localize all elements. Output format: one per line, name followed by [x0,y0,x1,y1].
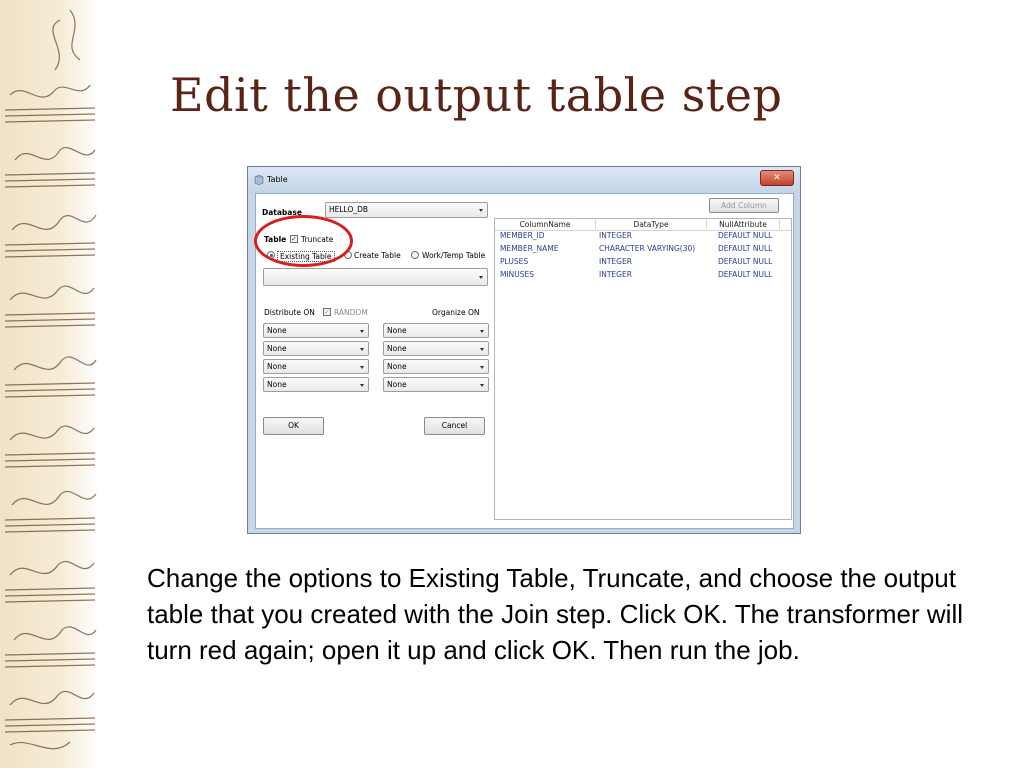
distribute-select-2[interactable] [263,341,369,356]
organize-select-4[interactable] [383,377,489,392]
table-row[interactable] [495,244,791,257]
chevron-down-icon [480,384,484,387]
manuscript-decoration [0,0,100,768]
chevron-down-icon [480,366,484,369]
chevron-down-icon [360,384,364,387]
chevron-down-icon [360,330,364,333]
table-cell: MINUSES [500,270,535,279]
radio-create-table-label: Create Table [354,251,401,260]
table-cell: DEFAULT NULL [718,244,773,253]
dialog-titlebar[interactable] [248,167,800,193]
organize-value: None [387,380,407,389]
chevron-down-icon [479,276,483,279]
table-cell: PLUSES [500,257,529,266]
table-cell: INTEGER [599,257,632,266]
distribute-select-1[interactable] [263,323,369,338]
random-label: RANDOM [334,308,368,317]
cancel-button[interactable]: Cancel [424,417,485,435]
chevron-down-icon [360,348,364,351]
distribute-value: None [267,344,287,353]
distribute-value: None [267,362,287,371]
chevron-down-icon [480,330,484,333]
database-value: HELLO_DB [329,205,369,214]
table-cell: INTEGER [599,270,632,279]
table-icon [254,175,264,185]
chevron-down-icon [479,209,483,212]
database-select[interactable] [325,202,488,218]
columns-table [494,218,792,520]
table-header [495,219,791,231]
organize-select-3[interactable] [383,359,489,374]
distribute-value: None [267,380,287,389]
table-cell: INTEGER [599,231,632,240]
truncate-checkbox[interactable]: ✓ [291,235,297,243]
distribute-select-3[interactable] [263,359,369,374]
organize-value: None [387,326,407,335]
truncate-label: Truncate [301,235,334,244]
organize-select-2[interactable] [383,341,489,356]
column-header[interactable]: NullAttribute [706,220,780,229]
distribute-label: Distribute ON [264,308,315,317]
distribute-value: None [267,326,287,335]
organize-label: Organize ON [432,308,480,317]
chevron-down-icon [480,348,484,351]
chevron-down-icon [360,366,364,369]
organize-value: None [387,344,407,353]
organize-select-1[interactable] [383,323,489,338]
table-cell: DEFAULT NULL [718,270,773,279]
distribute-select-4[interactable] [263,377,369,392]
close-icon: ✕ [773,173,781,183]
ok-button[interactable]: OK [263,417,324,435]
radio-work-temp-table[interactable] [411,251,419,259]
table-cell: MEMBER_ID [500,231,545,240]
table-row[interactable] [495,231,791,244]
table-cell: CHARACTER VARYING(30) [599,244,696,253]
organize-value: None [387,362,407,371]
table-name-select[interactable] [263,268,488,286]
table-label: Table [264,235,287,244]
radio-existing-table-label: Existing Table [277,251,335,262]
column-header[interactable]: ColumnName [519,220,571,229]
table-row[interactable] [495,270,791,283]
slide-title: Edit the output table step [170,68,783,122]
add-column-button[interactable]: Add Column [709,198,779,213]
table-cell: DEFAULT NULL [718,257,773,266]
column-header[interactable]: DataType [595,220,706,229]
close-button[interactable] [760,170,794,186]
table-row[interactable] [495,257,791,270]
database-label: Database [262,208,302,217]
table-cell: MEMBER_NAME [500,244,559,253]
table-cell: DEFAULT NULL [718,231,773,240]
slide-caption: Change the options to Existing Table, Truncate, and choose the output table that you created with the Join step. Click OK. The transformer will turn red again; open it up and click OK. Then run the job. [147,563,963,665]
dialog-title: Table [267,175,288,184]
random-checkbox[interactable]: ✓ [324,308,330,316]
highlight-oval [254,215,353,267]
radio-work-temp-table-label: Work/Temp Table [422,251,486,260]
